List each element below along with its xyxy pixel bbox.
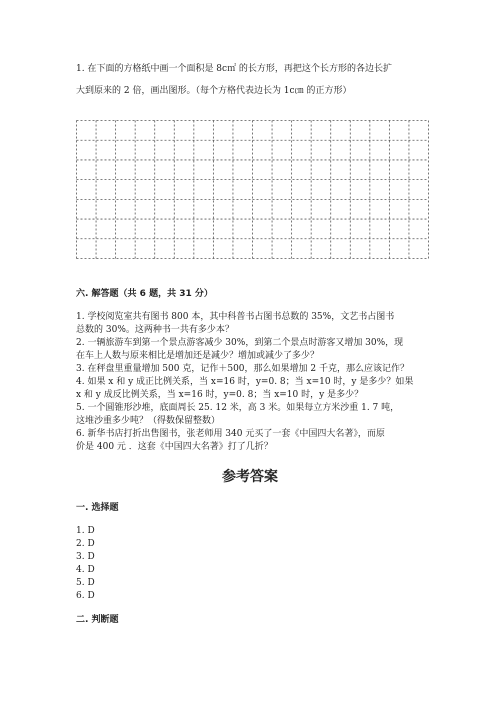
graph-paper-grid xyxy=(76,120,429,259)
problem-line: 5. 一个圆锥形沙堆，底面周长 25. 12 米，高 3 米。如果每立方米沙重 1. 7 吨， xyxy=(76,403,400,413)
problem-line: 总数的 30%。这两种书一共有多少本？ xyxy=(76,325,234,335)
problem-line: 在车上人数与原来相比是增加还是减少？增加或减少了多少？ xyxy=(76,351,320,361)
answer-item: 1. D xyxy=(76,526,95,536)
answers-section-2-title: 二. 判断题 xyxy=(76,615,119,625)
answers-title: 参考答案 xyxy=(222,469,278,485)
answer-item: 4. D xyxy=(76,565,95,575)
problem-line: 4. 如果 x 和 y 成正比例关系，当 x=16 时，y=0. 8；当 x=10 时，y 是多少？如果 xyxy=(76,377,414,387)
problem-line: 价是 400 元 ．这套《中国四大名著》打了几折？ xyxy=(76,442,273,452)
answer-item: 2. D xyxy=(76,539,95,549)
answer-item: 5. D xyxy=(76,578,95,588)
problem-line: 6. 新华书店打折出售图书，张老师用 340 元买了一套《中国四大名著》，而原 xyxy=(76,429,385,439)
answer-item: 3. D xyxy=(76,552,95,562)
problem-line: 3. 在秤盘里重量增加 500 克，记作＋500，那么如果增加 2 千克，那么应该记作？ xyxy=(76,364,409,374)
question-1-line-1: 1. 在下面的方格纸中画一个面积是 8c㎡ 的长方形，再把这个长方形的各边长扩 xyxy=(76,64,392,74)
problem-line: x 和 y 成反比例关系，当 x=16 时，y=0. 8；当 x=10 时，y 是多少？ xyxy=(76,390,364,400)
section-6-title: 六. 解答题（共 6 题，共 31 分） xyxy=(76,289,213,299)
question-1-line-2: 大到原来的 2 倍，画出图形。（每个方格代表边长为 1c㎝ 的正方形） xyxy=(76,86,352,96)
problem-line: 2. 一辆旅游车到第一个景点游客减少 30%，到第二个景点时游客又增加 30%，现 xyxy=(76,338,404,348)
problem-line: 1. 学校阅览室共有图书 800 本，其中科普书占图书总数的 35%，文艺书占图书 xyxy=(76,312,395,322)
problem-line: 这堆沙重多少吨？（得数保留整数） xyxy=(76,416,221,426)
answers-section-1-title: 一. 选择题 xyxy=(76,503,119,513)
answer-item: 6. D xyxy=(76,591,95,601)
